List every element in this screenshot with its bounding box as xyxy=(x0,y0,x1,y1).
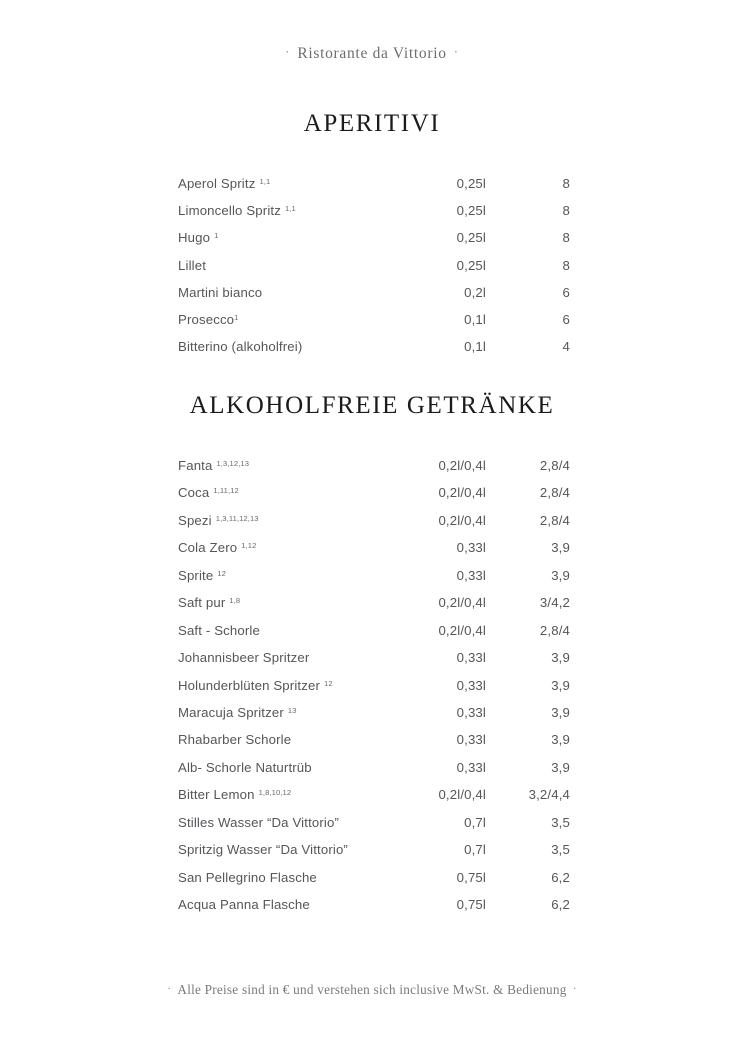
item-allergen-codes: 1,3,11,12,13 xyxy=(215,513,259,523)
item-name xyxy=(178,623,358,638)
item-size: 0,33l xyxy=(456,567,486,583)
item-size: 0,1l xyxy=(464,311,486,327)
item-size: 0,2l/0,4l xyxy=(438,595,486,611)
item-allergen-codes: 1,11,12 xyxy=(213,486,239,496)
menu-row xyxy=(178,513,570,540)
item-price: 3,9 xyxy=(551,759,570,775)
item-allergen-codes: 12 xyxy=(217,568,227,578)
item-name-label: Saft - Schorle xyxy=(178,622,260,638)
item-price: 6,2 xyxy=(551,897,570,912)
menu-row xyxy=(178,203,570,230)
item-price: 3,9 xyxy=(551,704,570,720)
item-name-label: Spezi xyxy=(178,512,212,528)
item-name xyxy=(178,870,358,885)
item-allergen-codes: 1,1 xyxy=(284,204,296,214)
menu-row xyxy=(178,230,570,257)
item-size: 0,25l xyxy=(456,203,486,219)
item-name xyxy=(178,568,358,583)
menu-row xyxy=(178,650,570,677)
menu-row xyxy=(178,568,570,595)
item-name xyxy=(178,312,358,327)
item-size: 0,75l xyxy=(456,869,486,885)
item-size: 0,33l xyxy=(456,540,486,556)
item-name-label: Bitterino (alkoholfrei) xyxy=(178,339,303,355)
item-price: 6 xyxy=(562,284,570,300)
item-allergen-codes: 12 xyxy=(324,678,333,688)
footer-note xyxy=(0,981,744,998)
item-price: 3,9 xyxy=(551,677,570,693)
item-name xyxy=(178,815,358,830)
item-name-label: Prosecco xyxy=(178,311,235,327)
item-name-label: Stilles Wasser “Da Vittorio” xyxy=(178,814,340,830)
menu-row xyxy=(178,312,570,339)
item-allergen-codes: 1,8 xyxy=(229,596,241,606)
menu-row xyxy=(178,458,570,485)
item-price: 3,9 xyxy=(551,732,570,748)
item-size: 0,2l/0,4l xyxy=(438,622,486,638)
footer-dot-left: · xyxy=(167,981,172,995)
item-price: 3,2/4,4 xyxy=(528,787,570,803)
item-allergen-codes: 1,8,10,12 xyxy=(258,788,292,798)
menu-row xyxy=(178,258,570,285)
item-name-label: Aperol Spritz xyxy=(178,176,256,191)
item-name-label: Alb- Schorle Naturtrüb xyxy=(178,759,312,775)
item-size: 0,7l xyxy=(464,842,486,858)
item-allergen-codes: 1 xyxy=(234,312,239,322)
item-name-label: Hugo xyxy=(178,230,211,246)
item-name xyxy=(178,595,358,610)
menu-row xyxy=(178,787,570,814)
item-price: 2,8/4 xyxy=(539,512,570,528)
item-name xyxy=(178,513,358,528)
item-size: 0,75l xyxy=(456,897,486,912)
item-name-label: Lillet xyxy=(178,257,207,273)
item-price: 8 xyxy=(562,230,570,246)
item-name-label: Saft pur xyxy=(178,595,226,611)
menu-row xyxy=(178,176,570,203)
item-price: 2,8/4 xyxy=(539,622,570,638)
item-price: 3,9 xyxy=(551,567,570,583)
item-size: 0,2l/0,4l xyxy=(438,485,486,501)
item-size: 0,1l xyxy=(464,339,486,355)
item-name-label: Spritzig Wasser “Da Vittorio” xyxy=(178,842,348,858)
item-price: 4 xyxy=(562,339,570,355)
menu-row xyxy=(178,870,570,897)
item-size: 0,33l xyxy=(456,704,486,720)
item-name-label: San Pellegrino Flasche xyxy=(178,869,317,885)
section-title-aperitivi: APERITIVI xyxy=(303,110,441,137)
restaurant-name: Ristorante da Vittorio xyxy=(297,45,447,62)
menu-list-aperitivi xyxy=(178,176,570,366)
item-name xyxy=(178,787,358,802)
item-name-label: Maracuja Spritzer xyxy=(178,704,284,720)
item-name-label: Martini bianco xyxy=(178,284,263,300)
header-dot-right: · xyxy=(453,44,459,59)
item-price: 8 xyxy=(562,203,570,219)
restaurant-header xyxy=(0,44,744,63)
item-name-label: Rhabarber Schorle xyxy=(178,732,292,748)
item-name xyxy=(178,650,358,665)
item-size: 0,25l xyxy=(456,257,486,273)
item-name-label: Cola Zero xyxy=(178,540,238,556)
item-name xyxy=(178,732,358,747)
menu-row xyxy=(178,842,570,869)
item-name-label: Johannisbeer Spritzer xyxy=(178,650,310,666)
item-price: 2,8/4 xyxy=(539,458,570,473)
item-size: 0,2l/0,4l xyxy=(438,458,486,473)
footer-note-text: Alle Preise sind in € und verstehen sich inclusive MwSt. & Bedienung xyxy=(177,982,567,997)
header-dot-left: · xyxy=(285,44,291,59)
item-size: 0,2l xyxy=(464,284,486,300)
item-name-label: Limoncello Spritz xyxy=(178,203,281,219)
item-allergen-codes: 1,12 xyxy=(241,541,257,551)
item-price: 3,5 xyxy=(551,814,570,830)
item-name-label: Sprite xyxy=(178,567,214,583)
item-name xyxy=(178,760,358,775)
menu-row xyxy=(178,678,570,705)
item-size: 0,33l xyxy=(456,677,486,693)
item-allergen-codes: 13 xyxy=(287,705,297,715)
item-size: 0,25l xyxy=(456,176,486,191)
item-price: 3/4,2 xyxy=(539,595,570,611)
item-allergen-codes: 1 xyxy=(214,231,219,241)
footer-dot-right: · xyxy=(572,981,577,995)
section-title-alkoholfreie: ALKOHOLFREIE GETRÄNKE xyxy=(189,392,555,419)
menu-list-alkoholfreie xyxy=(178,458,570,924)
item-name xyxy=(178,258,358,273)
item-name xyxy=(178,705,358,720)
item-name-label: Acqua Panna Flasche xyxy=(178,897,310,912)
item-name xyxy=(178,458,358,473)
item-name xyxy=(178,540,358,555)
item-size: 0,33l xyxy=(456,732,486,748)
item-name xyxy=(178,678,358,693)
item-price: 8 xyxy=(562,257,570,273)
item-name xyxy=(178,203,358,218)
item-name xyxy=(178,897,358,912)
menu-row xyxy=(178,623,570,650)
item-size: 0,2l/0,4l xyxy=(438,787,486,803)
item-allergen-codes: 1,3,12,13 xyxy=(216,459,250,468)
menu-row xyxy=(178,705,570,732)
item-size: 0,33l xyxy=(456,650,486,666)
item-name xyxy=(178,230,358,245)
menu-row xyxy=(178,897,570,924)
item-name-label: Holunderblüten Spritzer xyxy=(178,677,320,693)
item-name xyxy=(178,842,358,857)
menu-row xyxy=(178,732,570,759)
menu-row xyxy=(178,595,570,622)
menu-row xyxy=(178,339,570,366)
item-name xyxy=(178,285,358,300)
item-name xyxy=(178,176,358,191)
item-price: 3,9 xyxy=(551,540,570,556)
menu-row xyxy=(178,485,570,512)
item-name-label: Fanta xyxy=(178,458,213,473)
item-price: 8 xyxy=(562,176,570,191)
menu-row xyxy=(178,540,570,567)
menu-row xyxy=(178,760,570,787)
item-price: 3,9 xyxy=(551,650,570,666)
item-name xyxy=(178,339,358,354)
menu-row xyxy=(178,285,570,312)
item-size: 0,7l xyxy=(464,814,486,830)
item-price: 6,2 xyxy=(551,869,570,885)
item-name-label: Bitter Lemon xyxy=(178,787,255,803)
item-size: 0,2l/0,4l xyxy=(438,512,486,528)
item-price: 3,5 xyxy=(551,842,570,858)
item-allergen-codes: 1,1 xyxy=(259,177,271,186)
item-name-label: Coca xyxy=(178,485,210,501)
item-size: 0,25l xyxy=(456,230,486,246)
menu-row xyxy=(178,815,570,842)
item-price: 2,8/4 xyxy=(539,485,570,501)
item-name xyxy=(178,485,358,500)
item-size: 0,33l xyxy=(456,759,486,775)
item-price: 6 xyxy=(562,311,570,327)
